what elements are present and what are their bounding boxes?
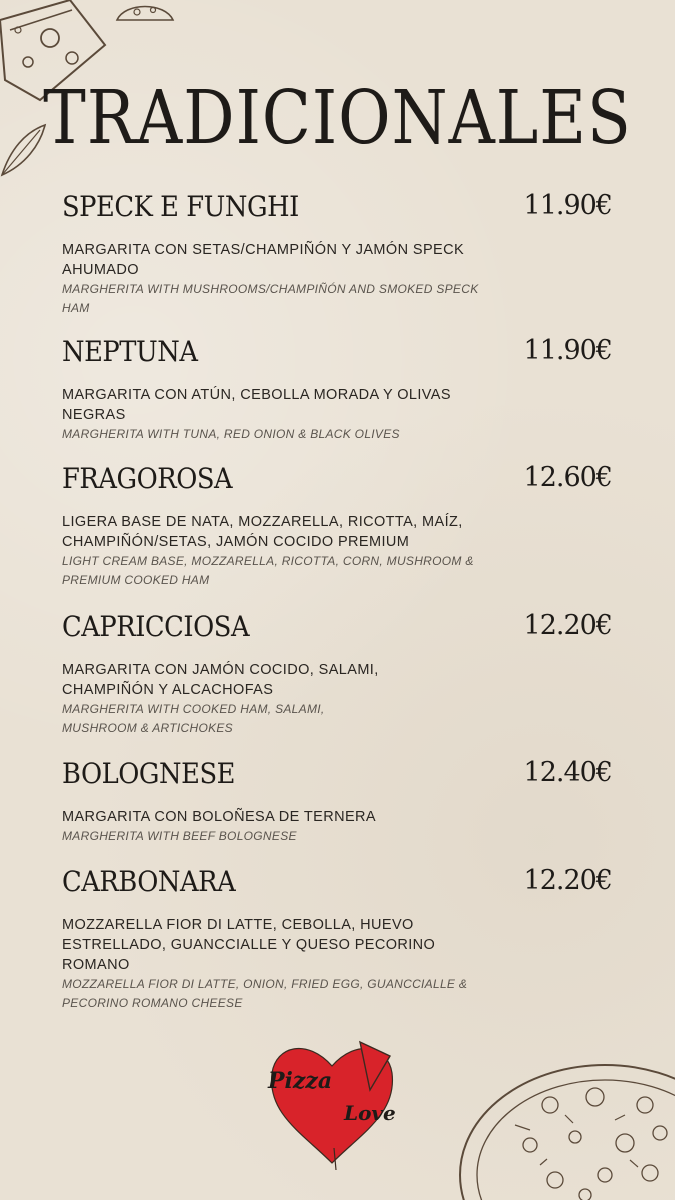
- item-description: MARGARITA CON ATÚN, CEBOLLA MORADA Y OLIVAS NEGRAS: [62, 387, 451, 423]
- pizza-love-logo: [262, 1028, 402, 1173]
- item-translation: LIGHT CREAM BASE, MOZZARELLA, RICOTTA, CORN, MUSHROOM & PREMIUM COOKED HAM: [62, 554, 474, 587]
- item-price: 11.90€: [523, 335, 612, 366]
- item-name: FRAGOROSA: [62, 462, 233, 495]
- logo-text-pizza: Pizza: [268, 1068, 333, 1094]
- item-description: MARGARITA CON JAMÓN COCIDO, SALAMI, CHAMPIÑÓN Y ALCACHOFAS: [62, 662, 379, 698]
- menu-item: [62, 190, 612, 318]
- item-price: 11.90€: [523, 190, 612, 221]
- item-translation: MOZZARELLA FIOR DI LATTE, ONION, FRIED EGG, GUANCCIALLE & PECORINO ROMANO CHEESE: [62, 977, 468, 1010]
- item-description: MARGARITA CON BOLOÑESA DE TERNERA: [62, 809, 377, 825]
- menu-item: [62, 335, 612, 444]
- item-translation: MARGHERITA WITH MUSHROOMS/CHAMPIÑÓN AND SMOKED SPECK HAM: [62, 282, 479, 315]
- item-price: 12.20€: [523, 610, 612, 641]
- logo-text-love: Love: [344, 1101, 396, 1125]
- item-description: LIGERA BASE DE NATA, MOZZARELLA, RICOTTA, MAÍZ, CHAMPIÑÓN/SETAS, JAMÓN COCIDO PREMIUM: [62, 514, 463, 550]
- mushroom-sketch-icon: [115, 0, 175, 24]
- item-price: 12.40€: [523, 757, 612, 788]
- item-translation: MARGHERITA WITH COOKED HAM, SALAMI, MUSHROOM & ARTICHOKES: [62, 702, 325, 735]
- item-name: SPECK E FUNGHI: [62, 190, 299, 223]
- item-description: MARGARITA CON SETAS/CHAMPIÑÓN Y JAMÓN SPECK AHUMADO: [62, 242, 465, 278]
- item-price: 12.60€: [523, 462, 612, 493]
- page-title: TRADICIONALES: [43, 76, 632, 162]
- item-name: NEPTUNA: [62, 335, 198, 368]
- item-name: BOLOGNESE: [62, 757, 235, 790]
- item-price: 12.20€: [523, 865, 612, 896]
- menu-item: [62, 610, 612, 738]
- menu-item: [62, 462, 612, 590]
- menu-item: [62, 865, 612, 1013]
- item-description: MOZZARELLA FIOR DI LATTE, CEBOLLA, HUEVO ESTRELLADO, GUANCCIALLE Y QUESO PECORINO ROMANO: [62, 917, 436, 973]
- menu-item: [62, 757, 612, 846]
- item-name: CAPRICCIOSA: [62, 610, 250, 643]
- pizza-sketch-icon: [455, 1055, 675, 1200]
- item-name: CARBONARA: [62, 865, 236, 898]
- item-translation: MARGHERITA WITH TUNA, RED ONION & BLACK OLIVES: [62, 427, 400, 441]
- item-translation: MARGHERITA WITH BEEF BOLOGNESE: [62, 829, 297, 843]
